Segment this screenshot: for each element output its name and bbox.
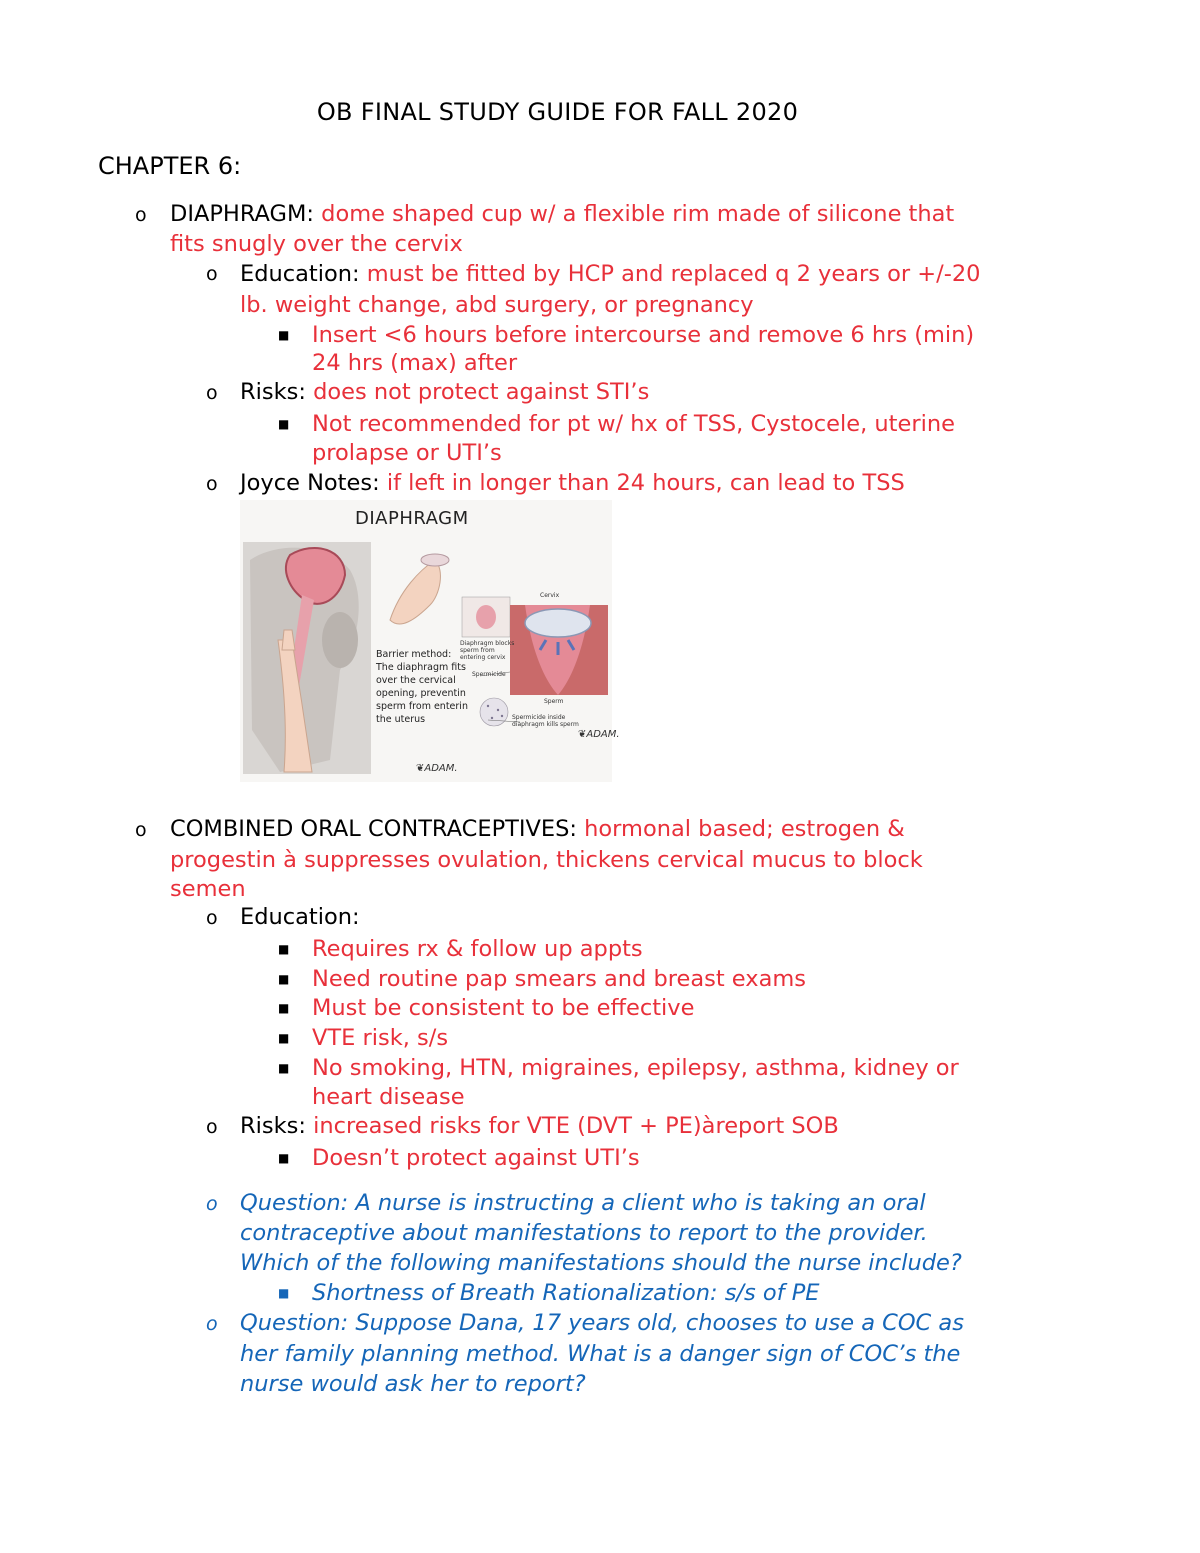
bullet-marker: o — [206, 382, 218, 404]
square-bullet-icon: ■ — [278, 417, 290, 431]
adam-logo: ❦ADAM. — [578, 729, 620, 740]
coc-definition-line3: semen — [170, 876, 246, 902]
bullet-marker: o — [206, 473, 218, 495]
diaphragm-not-recommended-line1: Not recommended for pt w/ hx of TSS, Cystocele, uterine — [312, 411, 955, 437]
square-bullet-icon: ■ — [278, 1001, 290, 1015]
figure-title: DIAPHRAGM — [355, 508, 469, 529]
label-diaphragm-blocks: Diaphragm blocks sperm from entering cervix — [460, 640, 515, 661]
bullet-marker: o — [135, 204, 147, 226]
adam-logo: ❦ADAM. — [416, 763, 458, 774]
bullet-marker: o — [206, 1193, 218, 1215]
square-bullet-icon: ■ — [278, 1286, 290, 1300]
diaphragm-education-line2: lb. weight change, abd surgery, or pregnancy — [240, 292, 754, 318]
question-2-line1: Question: Suppose Dana, 17 years old, chooses to use a COC as — [240, 1310, 964, 1336]
diaphragm-illustration — [240, 500, 620, 782]
bullet-marker: o — [206, 907, 218, 929]
figure-caption: Barrier method: The diaphragm fits over the cervical opening, preventin sperm from enterin the uterus — [376, 649, 468, 725]
square-bullet-icon: ■ — [278, 942, 290, 956]
diaphragm-definition-line1: DIAPHRAGM: dome shaped cup w/ a flexible rim made of silicone that — [170, 201, 955, 227]
coc-definition-line1: COMBINED ORAL CONTRACEPTIVES: hormonal based; estrogen & — [170, 816, 905, 842]
diaphragm-not-recommended-line2: prolapse or UTI’s — [312, 440, 502, 466]
diaphragm-insert-line2: 24 hrs (max) after — [312, 350, 518, 376]
square-bullet-icon: ■ — [278, 1031, 290, 1045]
coc-risks-item: Doesn’t protect against UTI’s — [312, 1145, 640, 1171]
square-bullet-icon: ■ — [278, 328, 290, 342]
bullet-marker: o — [135, 819, 147, 841]
label-spermicide: Spermicide — [472, 671, 506, 678]
question-1-answer: Shortness of Breath Rationalization: s/s of PE — [312, 1280, 820, 1306]
question-2-line2: her family planning method. What is a danger sign of COC’s the — [240, 1341, 961, 1367]
coc-education-item: No smoking, HTN, migraines, epilepsy, asthma, kidney or — [312, 1055, 959, 1081]
label-sperm: Sperm — [544, 698, 564, 705]
risks-label: Risks: — [240, 379, 306, 405]
diaphragm-joyce-notes: Joyce Notes: if left in longer than 24 hours, can lead to TSS — [240, 470, 905, 496]
bullet-marker: o — [206, 1116, 218, 1138]
diaphragm-label: DIAPHRAGM: — [170, 201, 314, 227]
page-title: OB FINAL STUDY GUIDE FOR FALL 2020 — [316, 98, 799, 126]
question-2-line3: nurse would ask her to report? — [240, 1371, 586, 1397]
coc-definition-line2: progestin à suppresses ovulation, thickens cervical mucus to block — [170, 847, 923, 873]
risks-label: Risks: — [240, 1113, 306, 1139]
coc-education-item: Requires rx & follow up appts — [312, 936, 643, 962]
chapter-heading: CHAPTER 6: — [98, 152, 242, 180]
coc-education-item: Need routine pap smears and breast exams — [312, 966, 807, 992]
label-cervix: Cervix — [540, 592, 560, 599]
coc-risks: Risks: increased risks for VTE (DVT + PE)àreport SOB — [240, 1113, 839, 1139]
joyce-notes-label: Joyce Notes: — [240, 470, 380, 496]
question-1-line2: contraceptive about manifestations to report to the provider. — [240, 1220, 928, 1246]
diaphragm-education-line1: Education: must be fitted by HCP and replaced q 2 years or +/-20 — [240, 261, 981, 287]
square-bullet-icon: ■ — [278, 1061, 290, 1075]
anatomy-drawing — [240, 500, 612, 782]
diaphragm-insert-line1: Insert <6 hours before intercourse and remove 6 hrs (min) — [312, 322, 975, 348]
diaphragm-risks: Risks: does not protect against STI’s — [240, 379, 650, 405]
coc-education-item: VTE risk, s/s — [312, 1025, 449, 1051]
label-spermicide-inside: Spermicide inside diaphragm kills sperm — [512, 714, 579, 728]
coc-education-item: Must be consistent to be effective — [312, 995, 695, 1021]
question-1-line3: Which of the following manifestations should the nurse include? — [240, 1250, 962, 1276]
question-1-line1: Question: A nurse is instructing a client who is taking an oral — [240, 1190, 926, 1216]
coc-label: COMBINED ORAL CONTRACEPTIVES: — [170, 816, 577, 842]
coc-education-label: Education: — [240, 904, 360, 930]
bullet-marker: o — [206, 263, 218, 285]
coc-education-item-continued: heart disease — [312, 1084, 465, 1110]
bullet-marker: o — [206, 1313, 218, 1335]
education-label: Education: — [240, 261, 360, 287]
diaphragm-definition-line2: fits snugly over the cervix — [170, 231, 463, 257]
square-bullet-icon: ■ — [278, 972, 290, 986]
square-bullet-icon: ■ — [278, 1151, 290, 1165]
